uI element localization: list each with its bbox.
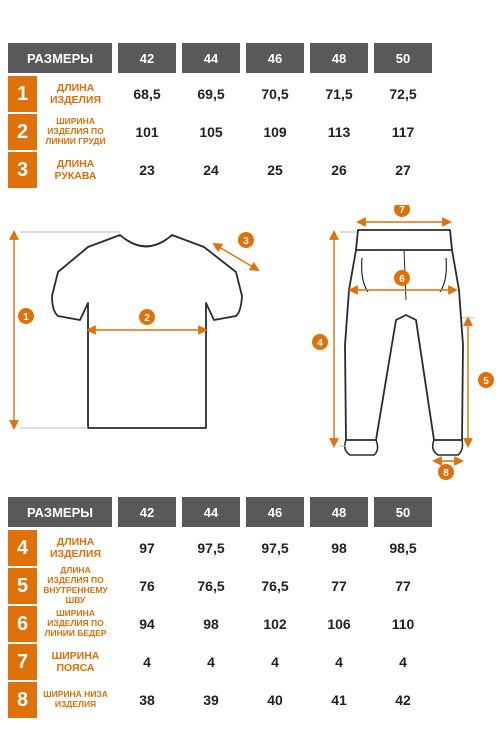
value-cell: 76,5 xyxy=(197,578,225,594)
value-cell: 101 xyxy=(135,124,159,140)
svg-text:5: 5 xyxy=(483,376,489,387)
marker-4 xyxy=(312,334,328,350)
value-cell: 4 xyxy=(143,654,151,670)
value-cell: 97 xyxy=(139,540,155,556)
svg-text:3: 3 xyxy=(243,236,249,247)
value-cell: 69,5 xyxy=(197,86,225,102)
size-column-header: 42 xyxy=(118,497,176,527)
value-cell: 38 xyxy=(139,692,155,708)
table-row xyxy=(8,530,492,566)
value-cell: 4 xyxy=(335,654,343,670)
size-column-header: 46 xyxy=(246,497,304,527)
value-cell: 110 xyxy=(391,616,415,632)
value-cell: 40 xyxy=(267,692,283,708)
value-cell: 94 xyxy=(139,616,155,632)
value-cell: 68,5 xyxy=(133,86,161,102)
header-label: РАЗМЕРЫ xyxy=(8,43,112,73)
row-number-badge: 1 xyxy=(8,76,37,112)
row-label: ДЛИНА ИЗДЕЛИЯ ПО ВНУТРЕННЕМУ ШВУ xyxy=(43,565,108,605)
value-cell: 4 xyxy=(271,654,279,670)
value-cell: 97,5 xyxy=(261,540,289,556)
row-label: ШИРИНА НИЗА ИЗДЕЛИЯ xyxy=(43,689,108,709)
marker-3 xyxy=(238,232,254,248)
row-number-badge: 3 xyxy=(8,152,37,188)
row-label: ШИРИНА ИЗДЕЛИЯ ПО ЛИНИИ БЕДЕР xyxy=(44,608,107,638)
pants-outline xyxy=(345,230,463,455)
value-cell: 26 xyxy=(331,162,347,178)
table-row xyxy=(8,644,492,680)
svg-text:2: 2 xyxy=(144,313,150,324)
value-cell: 98 xyxy=(331,540,347,556)
marker-8 xyxy=(438,464,454,480)
table-row xyxy=(8,114,492,150)
value-cell: 70,5 xyxy=(261,86,289,102)
garment-diagram-svg xyxy=(0,205,500,485)
table-row xyxy=(8,606,492,642)
size-column-header: 50 xyxy=(374,43,432,73)
size-column-header: 46 xyxy=(246,43,304,73)
value-cell: 76,5 xyxy=(261,578,289,594)
marker-1 xyxy=(18,308,34,324)
value-cell: 27 xyxy=(395,162,411,178)
size-column-header: 48 xyxy=(310,43,368,73)
table-row xyxy=(8,682,492,718)
table-header xyxy=(8,43,492,79)
svg-text:4: 4 xyxy=(317,338,323,349)
row-label: ДЛИНА ИЗДЕЛИЯ xyxy=(49,81,102,106)
value-cell: 106 xyxy=(327,616,351,632)
value-cell: 71,5 xyxy=(325,86,353,102)
size-column-header: 42 xyxy=(118,43,176,73)
value-cell: 98 xyxy=(203,616,219,632)
svg-text:1: 1 xyxy=(23,312,29,323)
value-cell: 24 xyxy=(203,162,219,178)
value-cell: 23 xyxy=(139,162,155,178)
value-cell: 76 xyxy=(139,578,155,594)
value-cell: 98,5 xyxy=(389,540,417,556)
row-label: ДЛИНА РУКАВА xyxy=(54,157,97,182)
size-column-header: 44 xyxy=(182,497,240,527)
row-number-badge: 6 xyxy=(8,606,37,642)
dimension-lines xyxy=(14,222,474,461)
size-column-header: 44 xyxy=(182,43,240,73)
table-row xyxy=(8,152,492,188)
marker-2 xyxy=(139,309,155,325)
value-cell: 25 xyxy=(267,162,283,178)
row-number-badge: 7 xyxy=(8,644,37,680)
value-cell: 39 xyxy=(203,692,219,708)
value-cell: 77 xyxy=(395,578,411,594)
value-cell: 109 xyxy=(263,124,287,140)
value-cell: 117 xyxy=(391,124,415,140)
row-label: ШИРИНА ИЗДЕЛИЯ ПО ЛИНИИ ГРУДИ xyxy=(45,116,106,146)
table-row xyxy=(8,565,492,605)
row-number-badge: 8 xyxy=(8,682,37,718)
marker-6 xyxy=(394,270,410,286)
header-label: РАЗМЕРЫ xyxy=(8,497,112,527)
row-label: ШИРИНА ПОЯСА xyxy=(51,649,100,674)
table-row xyxy=(8,76,492,112)
svg-text:8: 8 xyxy=(443,468,449,479)
row-number-badge: 4 xyxy=(8,530,37,566)
table-header xyxy=(8,497,492,533)
garment-diagram xyxy=(0,205,500,485)
value-cell: 102 xyxy=(263,616,287,632)
size-column-header: 50 xyxy=(374,497,432,527)
svg-text:7: 7 xyxy=(399,205,405,216)
row-label: ДЛИНА ИЗДЕЛИЯ xyxy=(49,535,102,560)
value-cell: 113 xyxy=(327,124,351,140)
tshirt-outline xyxy=(52,235,242,428)
value-cell: 4 xyxy=(399,654,407,670)
value-cell: 77 xyxy=(331,578,347,594)
value-cell: 42 xyxy=(395,692,411,708)
svg-text:6: 6 xyxy=(399,274,405,285)
value-cell: 4 xyxy=(207,654,215,670)
size-column-header: 48 xyxy=(310,497,368,527)
value-cell: 72,5 xyxy=(389,86,417,102)
value-cell: 97,5 xyxy=(197,540,225,556)
row-number-badge: 2 xyxy=(8,114,37,150)
value-cell: 41 xyxy=(331,692,347,708)
value-cell: 105 xyxy=(199,124,223,140)
marker-5 xyxy=(478,372,494,388)
marker-7 xyxy=(394,205,410,217)
row-number-badge: 5 xyxy=(8,568,37,604)
